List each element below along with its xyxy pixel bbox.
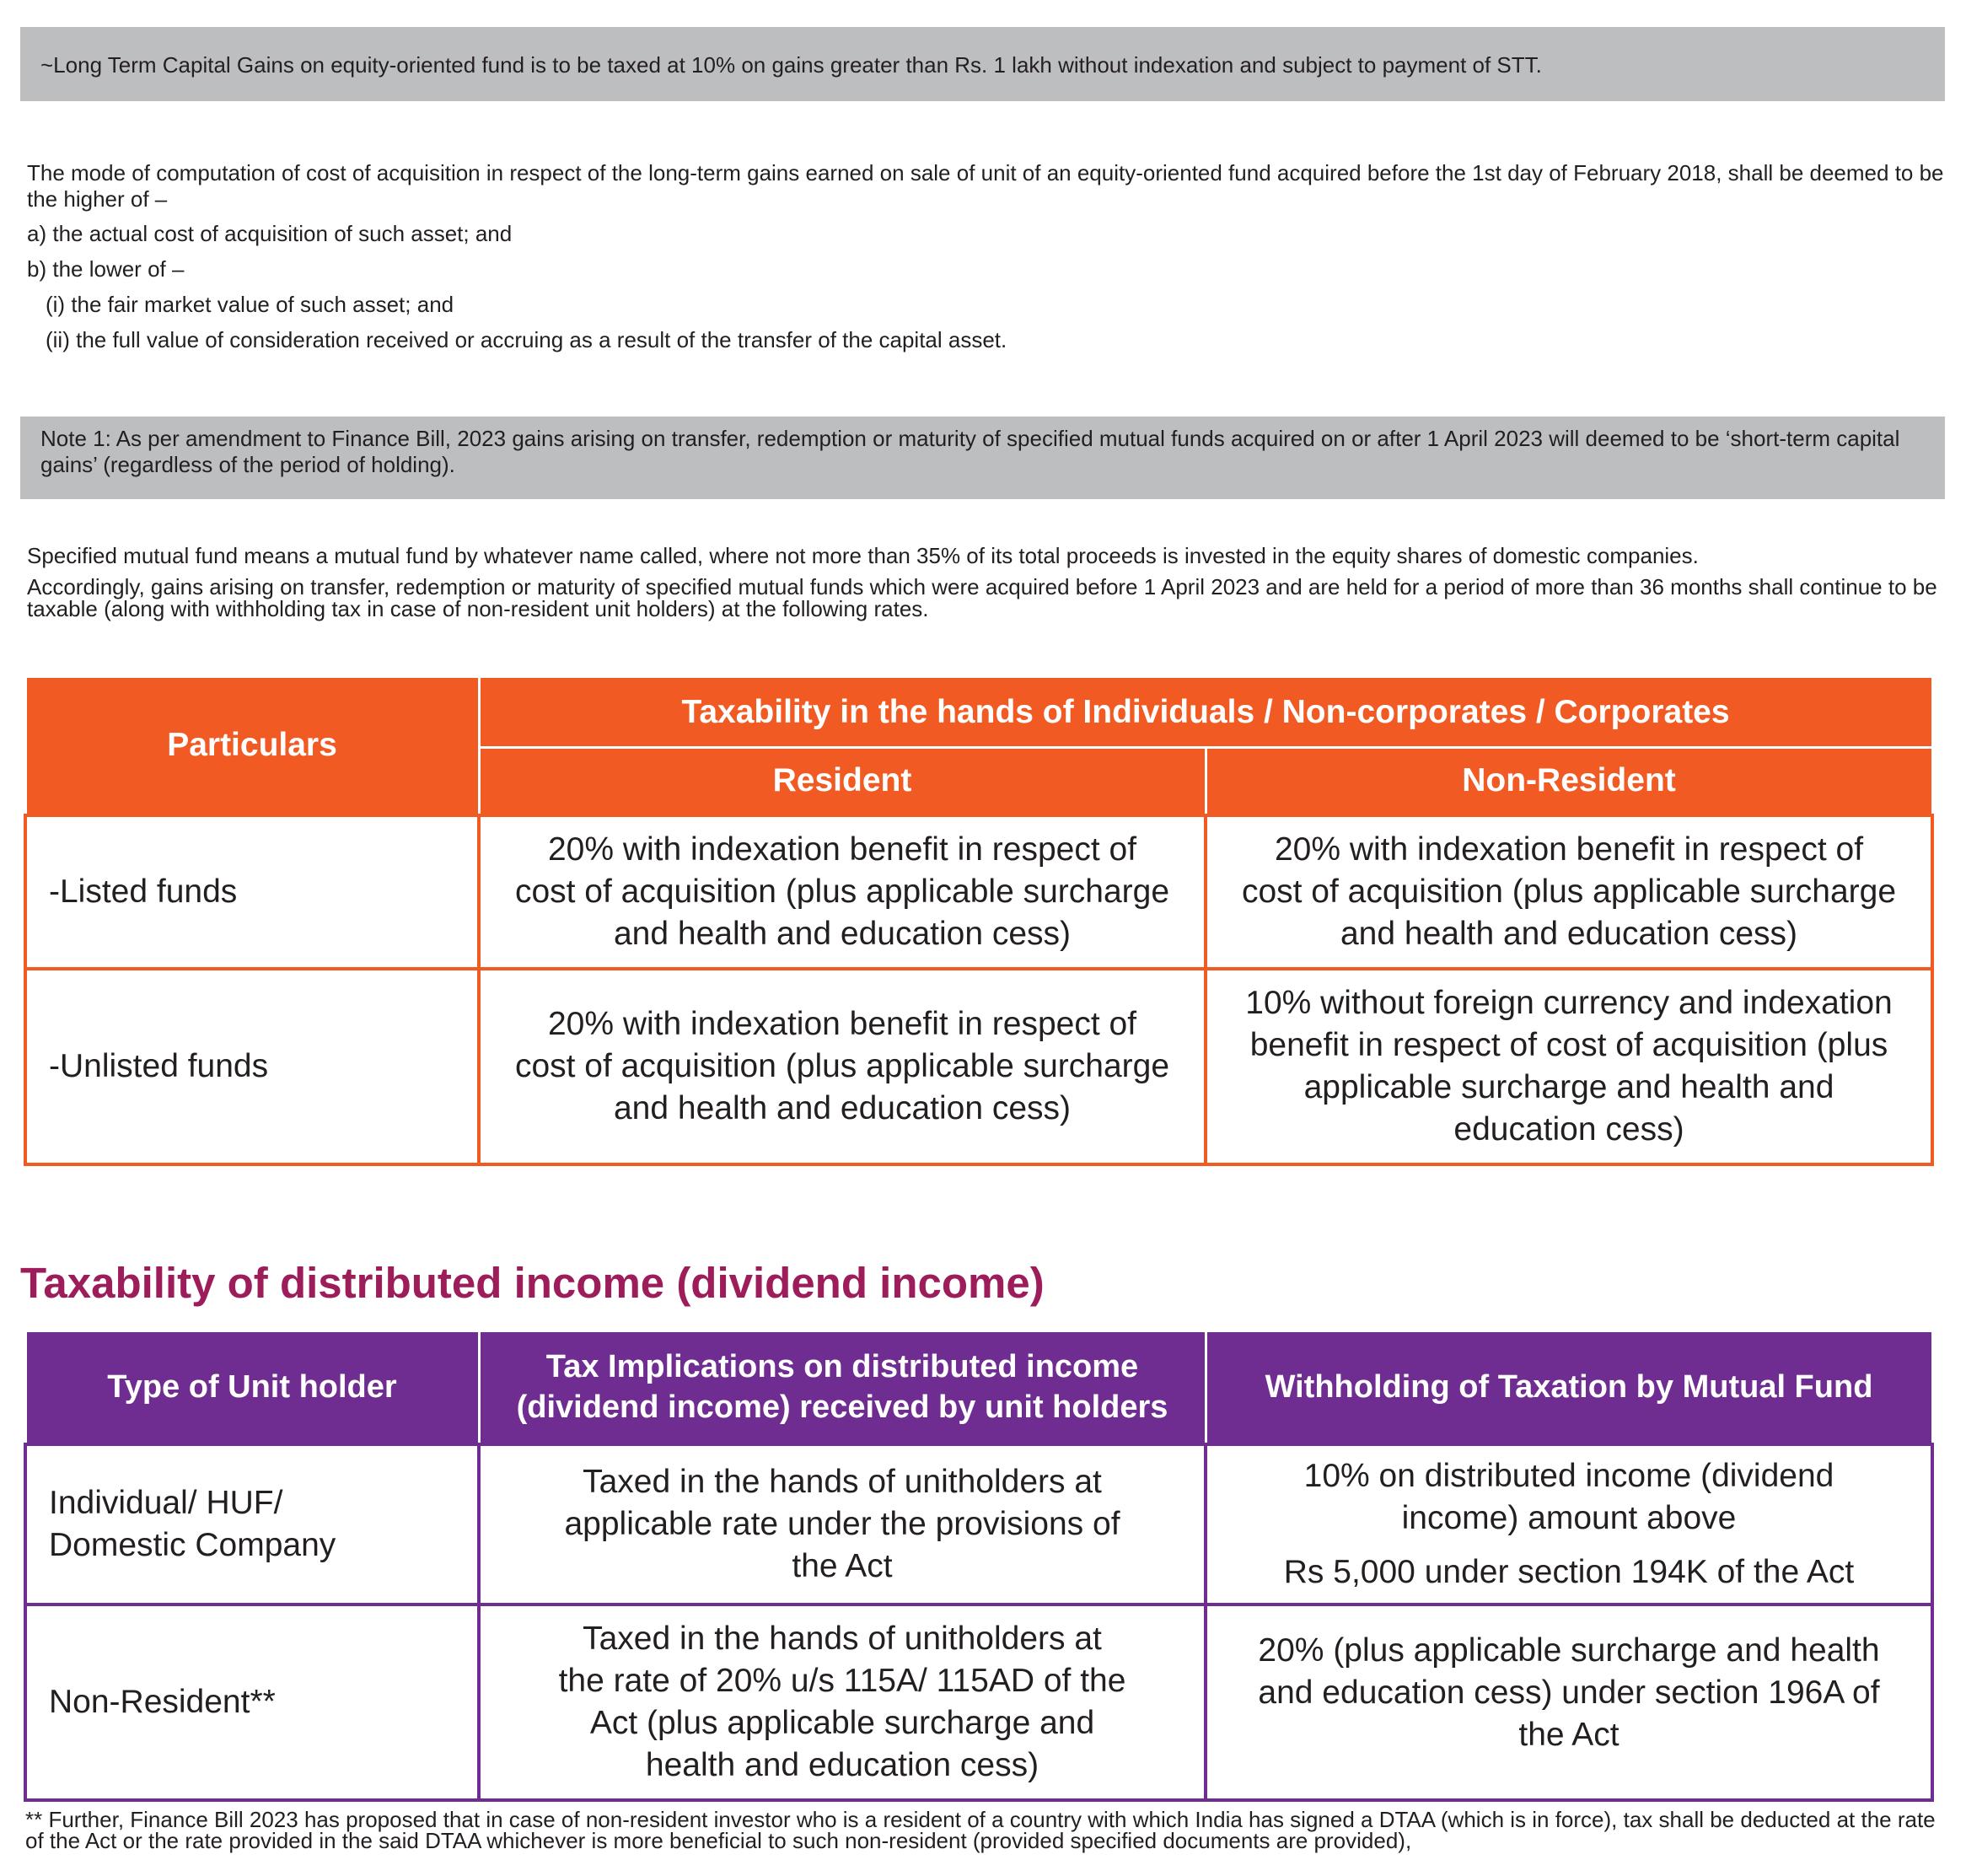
withholding-text-line: 10% on distributed income (dividend income) amount above [1303, 1457, 1834, 1536]
column-header-resident: Resident [479, 748, 1206, 815]
table-row [25, 815, 1932, 969]
specified-fund-section [27, 543, 1958, 620]
table-row [25, 969, 1932, 1164]
withholding-cell [1206, 1444, 1932, 1605]
specified-fund-definition: Specified mutual fund means a mutual fund by whatever name called, where not more than 35% of its total proceeds is invested in the equity shares of domestic companies. [27, 543, 1699, 568]
unit-holder-type-cell: Non-Resident** [25, 1605, 479, 1800]
column-header-tax-implications: Tax Implications on distributed income (dividend income) received by unit holders [479, 1331, 1206, 1444]
tax-implications-cell: Taxed in the hands of unitholders at applicable rate under the provisions of the Act [479, 1444, 1206, 1605]
computation-item-b-i: (i) the fair market value of such asset; and [46, 292, 454, 317]
withholding-text-line: Rs 5,000 under section 194K of the Act [1283, 1553, 1855, 1590]
particular-cell: -Unlisted funds [25, 969, 479, 1164]
finance-bill-note-text: Note 1: As per amendment to Finance Bill, 2023 gains arising on transfer, redemption or maturity of specified mutual funds acquired on or after 1 April 2023 will deemed to be ‘short-term capital gains’ (regardless of the period of holding). [40, 426, 1900, 477]
ltcg-note-text: ~Long Term Capital Gains on equity-oriented fund is to be taxed at 10% on gains greater than Rs. 1 lakh without indexation and subject to payment of STT. [40, 52, 1542, 78]
tax-implications-cell: Taxed in the hands of unitholders at the rate of 20% u/s 115A/ 115AD of the Act (plus applicable surcharge and health and education cess) [479, 1605, 1206, 1800]
column-header-unit-holder-type: Type of Unit holder [25, 1331, 479, 1444]
particular-cell: -Listed funds [25, 815, 479, 969]
footnote: ** Further, Finance Bill 2023 has proposed that in case of non-resident investor who is a resident of a country with which India has signed a DTAA (which is in force), tax shall be deducted at the rate of the Act or the rate provided in the said DTAA whichever is more beneficial to such non-resident (provided specified documents are provided), [25, 1807, 1936, 1853]
withholding-cell: 20% (plus applicable surcharge and health and education cess) under section 196A of the Act [1206, 1605, 1932, 1800]
non-resident-rate-cell: 10% without foreign currency and indexation benefit in respect of cost of acquisition (plus applicable surcharge and health and education cess) [1206, 969, 1932, 1164]
table-row [25, 1605, 1932, 1800]
computation-intro: The mode of computation of cost of acquisition in respect of the long-term gains earned on sale of unit of an equity-oriented fund acquired before the 1st day of February 2018, shall be deemed to be the higher of – [27, 160, 1944, 212]
table-row [25, 1444, 1932, 1605]
column-header-particulars: Particulars [25, 677, 479, 815]
finance-bill-note-box [20, 417, 1945, 499]
computation-item-b: b) the lower of – [27, 256, 185, 282]
column-header-withholding: Withholding of Taxation by Mutual Fund [1206, 1331, 1932, 1444]
column-header-non-resident: Non-Resident [1206, 748, 1932, 815]
computation-item-b-ii: (ii) the full value of consideration received or accruing as a result of the transfer of the capital asset. [46, 327, 1007, 352]
non-resident-rate-cell: 20% with indexation benefit in respect of cost of acquisition (plus applicable surcharge and health and education cess) [1206, 815, 1932, 969]
specified-fund-accordingly: Accordingly, gains arising on transfer, redemption or maturity of specified mutual funds which were acquired before 1 April 2023 and are held for a period of more than 36 months shall continue to be taxable (along with withholding tax in case of non-resident unit holders) at the following rates. [27, 574, 1937, 621]
resident-rate-cell: 20% with indexation benefit in respect of cost of acquisition (plus applicable surcharge and health and education cess) [479, 815, 1206, 969]
resident-rate-cell: 20% with indexation benefit in respect of cost of acquisition (plus applicable surcharge and health and education cess) [479, 969, 1206, 1164]
dividend-taxability-table [24, 1330, 1934, 1802]
computation-section [27, 160, 1958, 353]
unit-holder-type-cell: Individual/ HUF/ Domestic Company [25, 1444, 479, 1605]
column-header-taxability-group: Taxability in the hands of Individuals / Non-corporates / Corporates [479, 677, 1932, 748]
ltcg-note-box [20, 27, 1945, 101]
section-title-dividend-taxability: Taxability of distributed income (dividend income) [20, 1259, 1045, 1307]
computation-item-a: a) the actual cost of acquisition of such asset; and [27, 221, 513, 246]
specified-fund-tax-rates-table [24, 675, 1934, 1166]
